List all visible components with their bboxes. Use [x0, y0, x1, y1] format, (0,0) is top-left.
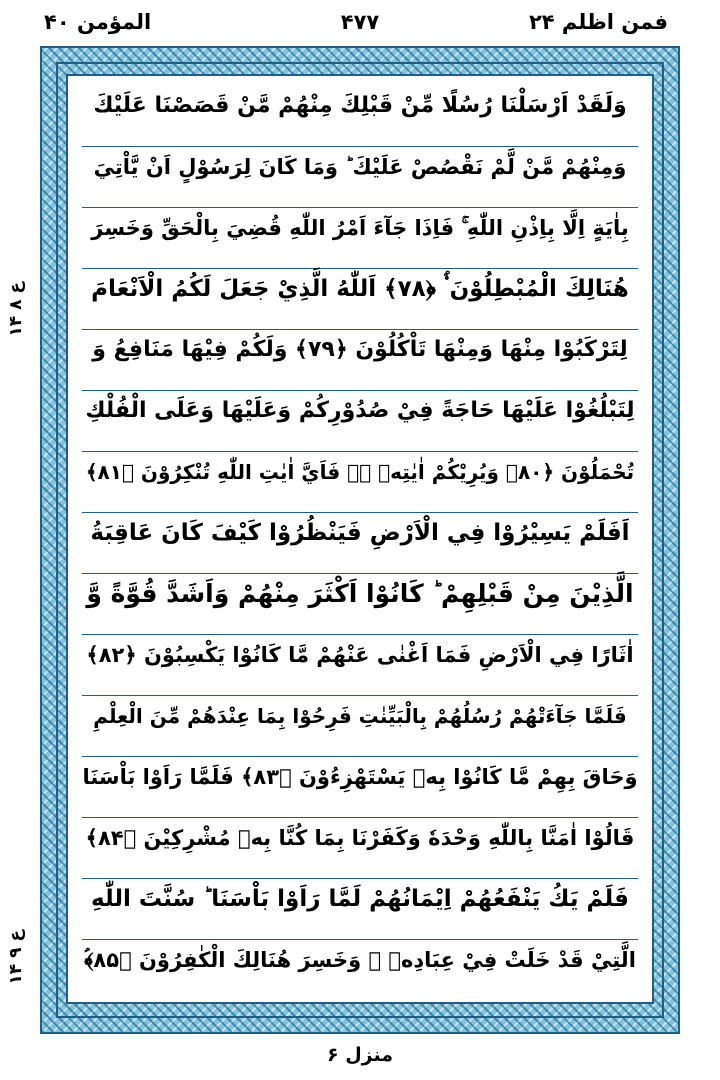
verse-line-4: هُنَالِكَ الْمُبْطِلُوْنَ ۟ؑ ﴿۷۸﴾ اَللّٰهُ الَّذِيْ جَعَلَ لَكُمُ الْاَنْعَامَ — [82, 259, 638, 330]
verse-line-5: لِتَرْكَبُوْا مِنْهَا وَمِنْهَا تَاْكُلُوْنَ ﴿۷۹﴾ وَلَكُمْ فِيْهَا مَنَافِعُ وَ — [82, 320, 638, 391]
verse-line-2: وَمِنْهُمْ مَّنْ لَّمْ نَقْصُصْ عَلَيْكَ ؕ وَمَا كَانَ لِرَسُوْلٍ اَنْ يَّاْتِيَ — [82, 137, 638, 208]
verse-line-13: قَالُوْا اٰمَنَّا بِاللّٰهِ وَحْدَهٗ وَكَفَرْنَا بِمَا كُنَّا بِهٖ مُشْرِكِيْنَ ﴿۸۴﴾ — [82, 808, 638, 879]
verse-line-10: اٰثَارًا فِي الْاَرْضِ فَمَا اَغْنٰى عَنْهُمْ مَّا كَانُوْا يَكْسِبُوْنَ ﴿۸۲﴾ — [82, 625, 638, 696]
page-header — [0, 4, 720, 44]
page-number: ۴۷۷ — [340, 10, 380, 34]
quran-text-area — [66, 74, 654, 1004]
verse-line-14: فَلَمْ يَكُ يَنْفَعُهُمْ اِيْمَانُهُمْ لَمَّا رَاَوْا بَاْسَنَا ؕ سُنَّتَ اللّٰهِ — [82, 869, 638, 940]
verse-line-11: فَلَمَّا جَآءَتْهُمْ رُسُلُهُمْ بِالْبَيِّنٰتِ فَرِحُوْا بِمَا عِنْدَهُمْ مِّنَ الْعِلْمِ — [82, 686, 638, 757]
verse-line-9: الَّذِيْنَ مِنْ قَبْلِهِمْ ؕ كَانُوْا اَكْثَرَ مِنْهُمْ وَاَشَدَّ قُوَّةً وَّ — [82, 564, 638, 635]
verse-line-12: وَحَاقَ بِهِمْ مَّا كَانُوْا بِهٖ يَسْتَهْزِءُوْنَ ﴿۸۳﴾ فَلَمَّا رَاَوْا بَاْسَنَا — [82, 747, 638, 818]
ruku-marker-top: ع ۸ ۱۴ — [6, 282, 26, 337]
verse-line-7: تُحْمَلُوْنَ ﴿۸۰﴾ وَيُرِيْكُمْ اٰيٰتِهٖ ۖۗ فَاَيَّ اٰيٰتِ اللّٰهِ تُنْكِرُوْنَ ﴿۸۱﴾ — [82, 442, 638, 513]
verse-line-6: لِتَبْلُغُوْا عَلَيْهَا حَاجَةً فِيْ صُدُوْرِكُمْ وَعَلَيْهَا وَعَلَى الْفُلْكِ — [82, 381, 638, 452]
verse-line-15: الَّتِيْ قَدْ خَلَتْ فِيْ عِبَادِهٖ ۚ وَخَسِرَ هُنَالِكَ الْكٰفِرُوْنَ ﴿۸۵﴾ؑ — [84, 948, 636, 972]
juz-title: فمن اظلم ۲۴ — [528, 10, 668, 34]
surah-title: المؤمن ۴۰ — [44, 10, 152, 34]
ruku-marker-bottom: ع ۹ ۱۴ — [6, 930, 26, 985]
verse-line-8: اَفَلَمْ يَسِيْرُوْا فِي الْاَرْضِ فَيَنْظُرُوْا كَيْفَ كَانَ عَاقِبَةُ — [82, 503, 638, 574]
verse-line-3: بِاٰيَةٍ اِلَّا بِاِذْنِ اللّٰهِ ۚ فَاِذَا جَآءَ اَمْرُ اللّٰهِ قُضِيَ بِالْحَقِّ وَخَسِرَ — [82, 198, 638, 269]
manzil-footer: منزل ۶ — [326, 1044, 394, 1066]
verse-line-1: وَلَقَدْ اَرْسَلْنَا رُسُلًا مِّنْ قَبْلِكَ مِنْهُمْ مَّنْ قَصَصْنَا عَلَيْكَ — [82, 76, 638, 147]
